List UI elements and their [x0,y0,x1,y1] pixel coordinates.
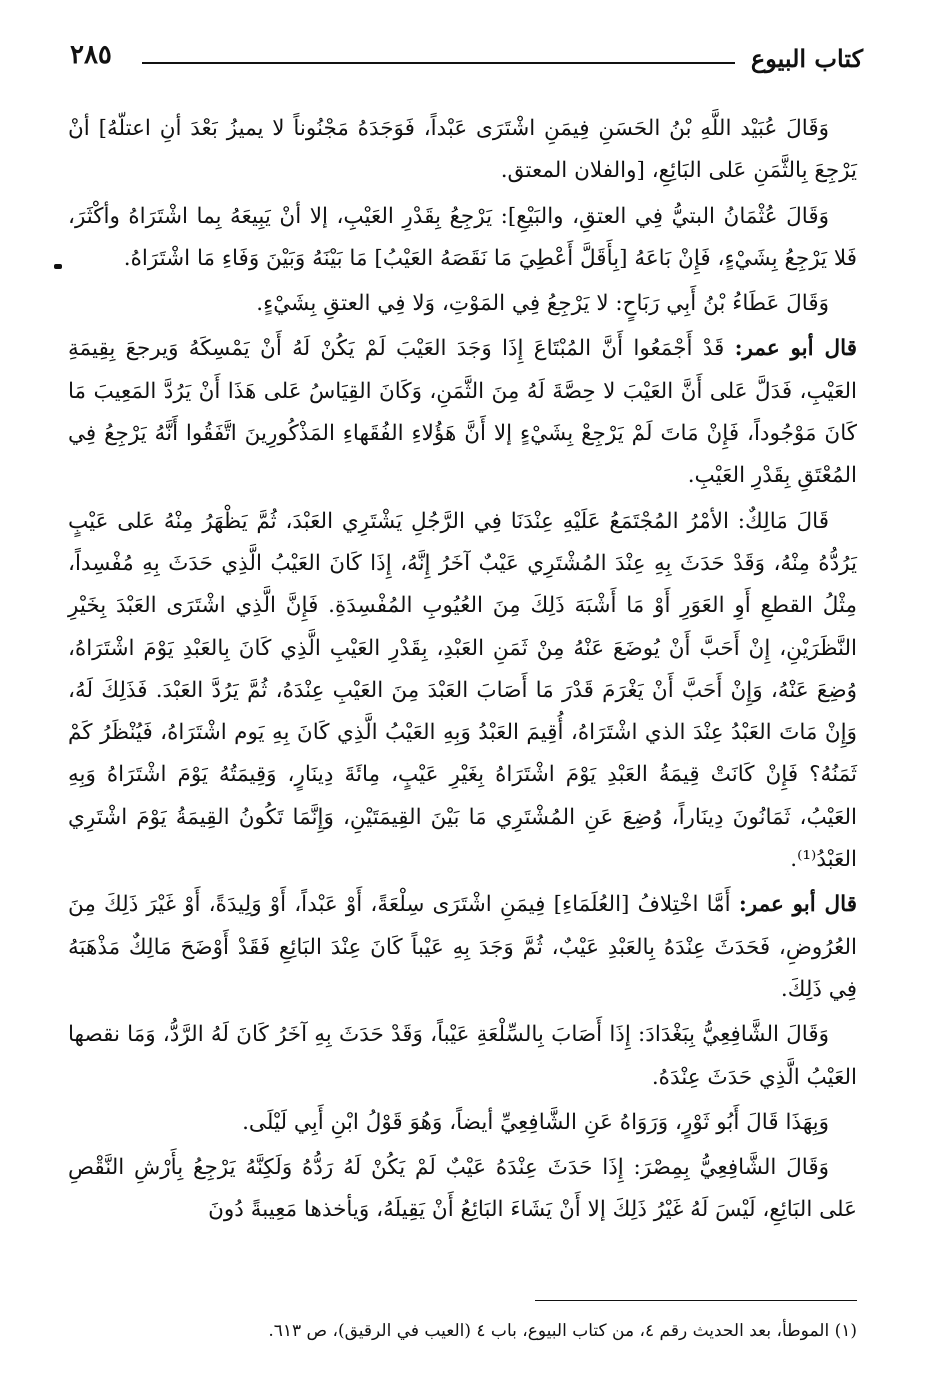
paragraph-text: قَالَ مَالِكٌ: الأمْرُ المُجْتَمَعُ عَلَيْهِ عِنْدَنَا فِي الرَّجُلِ يَشْتَرِي العَبْدَ، ثُمَّ يَظْهَرُ مِنْهُ عَلى عَيْبٍ يَرُدُّهُ مِنْهُ، وَقَدْ حَدَثَ بِهِ عِنْدَ المُشْتَرِي عَيْبٌ آخَرُ إِنَّهُ، إِذَا كَانَ العَيْبُ الَّذِي حَدَثَ بِهِ مُفْسِداً، مِثْلُ القطعِ أَوِ العَوَرِ أَوْ مَا أَشْبَهَ ذَلِكَ مِنَ العُيُوبِ المُفْسِدَةِ. فَإِنَّ الَّذِي اشْتَرَى العَبْدَ بِخَيْرِ النَّظَرَيْنِ، إِنْ أَحَبَّ أَنْ يُوضَعَ عَنْهُ مِنْ ثَمَنِ العَبْدِ، بِقَدْرِ العَيْبِ الَّذِي كَانَ بِالعَبْدِ يَوْمَ اشْتَرَاهُ، وُضِعَ عَنْهُ، وَإِنْ أَحَبَّ أَنْ يَغْرَمَ قَدْرَ مَا أَصَابَ العَبْدَ مِنَ العَيْبِ عِنْدَهُ، ثُمَّ يَرُدَّ العَبْدَ. فَذَلِكَ لَهُ، وَإِنْ مَاتَ العَبْدُ عِنْدَ الذي اشْتَرَاهُ، أُقِيمَ العَبْدُ وَبِهِ العَيْبُ الَّذِي كَانَ بِهِ يَوم اشْتَرَاهُ، فَيُنْظَرُ كَمْ ثَمَنُهُ؟ فَإِنْ كَانَتْ قِيمَةُ العَبْدِ يَوْمَ اشْتَرَاهُ بِغَيْرِ عَيْبٍ، مِائَةَ دِينَارٍ، وَقِيمَتُهُ يَوْمَ اشْتَرَاهُ وَبِهِ العَيْبُ، ثَمَانُونَ دِينَاراً، وُضِعَ عَنِ المُشْتَرِي مَا بَيْنَ القِيمَتَيْنِ، وَإِنَّمَا تَكُونُ القِيمَةُ يَوْمَ اشْتَرِي العَبْدُ⁽¹⁾. [68,508,857,873]
paragraph-8 [68,1102,857,1144]
paragraph-text: أَمَّا اخْتِلافُ [العُلَمَاءِ] فِيمَنِ اشْتَرَى سِلْعَةً، أَوْ عَبْداً، أَوْ وَلِيدَةً، أَوْ غَيْرَ ذَلِكَ مِنَ العُرُوضِ، فَحَدَثَ عِنْدَهُ بِالعَبْدِ عَيْبٌ، ثُمَّ وَجَدَ بِهِ عَيْباً كَانَ عِنْدَ البَائِعِ فَقَدْ أَوْضَحَ مَالِكٌ مَذْهَبَهُ فِي ذَلِكَ. [68,892,857,1002]
chapter-title: كتاب البيوع [750,44,863,73]
footnote: (١) الموطأ، بعد الحديث رقم ٤، من كتاب البيوع، باب ٤ (العيب في الرقيق)، ص ٦١٣. [268,1321,857,1341]
paragraph-text: قَدْ أَجْمَعُوا أَنَّ المُبْتَاعَ إِذَا وَجَدَ العَيْبَ لَمْ يَكُنْ لَهُ أَنْ يَمْسِكَهُ وَيرجعَ بِقِيمَةِ العَيْبِ، فَدَلَّ عَلى أَنَّ العَيْبَ لا حِصَّةَ لَهُ مِنَ الثَّمَنِ، وَكَانَ القِيَاسُ عَلى هَذَا أَنْ يَرُدَّ المَعِيبَ مَا كَانَ مَوْجُوداً، فَإِنْ مَاتَ لَمْ يَرْجِعْ بِشَيْءٍ إلا أَنَّ هَؤُلاءِ الفُقَهاءِ المَذْكُورِينَ اتَّفَقُوا أَنَّهُ يَرْجِعُ فِي المُعْتَقِ بِقَدْرِ العَيْبِ. [68,336,857,489]
paragraph-4 [68,328,857,497]
footnote-rule [535,1300,857,1301]
paragraph-text: وَقَالَ عَطَاءُ بْنُ أَبِي رَبَاحٍ: لا يَرْجِعُ فِي المَوْتِ، وَلا فِي العتقِ بِشَيْءٍ. [256,291,829,317]
paragraph-text: وَقَالَ عُثْمَانُ البتيُّ فِي العتقِ، والبَيْعِ]: يَرْجِعُ بِقَدْرِ العَيْبِ، إلا أنْ يَبِيعَهُ بِما اشْتَرَاهُ وأكْثَرَ، فَلا يَرْجِعُ بِشَيْءٍ، فَإِنْ بَاعَهُ [بِأَقَلَّ أَعْطِيَ مَا نَقَصَهُ العَيْبُ] مَا بَيْنَهُ وَبَيْنَ وَفَاءِ مَا اشْتَرَاهُ. [68,203,857,271]
margin-marker [54,264,62,269]
paragraph-2 [68,196,857,281]
paragraph-text: وَبِهَذَا قَالَ أَبُو ثَوْرٍ، وَرَوَاهُ عَنِ الشَّافِعِيِّ أيضاً، وَهُوَ قَوْلُ ابْنِ أَبِي لَيْلَى. [242,1109,829,1135]
paragraph-6 [68,884,857,1011]
main-text [68,108,857,1235]
paragraph-9 [68,1147,857,1232]
paragraph-5 [68,501,857,882]
header-rule [142,62,735,64]
paragraph-7 [68,1014,857,1099]
paragraph-text: وَقَالَ عُبَيْد اللَّهِ بْنُ الحَسَنِ فِيمَنِ اشْتَرَى عَبْداً، فَوَجَدَهُ مَجْنُوناً لا يميزُ بَعْدَ أنِ اعتلّهُ] أنْ يَرْجِعَ بِالثَّمَنِ عَلى البَائِعِ، [والفلان المعتق. [68,116,857,184]
paragraph-text: وَقَالَ الشَّافِعِيُّ بِمِصْرَ: إِذَا حَدَثَ عِنْدَهُ عَيْبٌ لَمْ يَكُنْ لَهُ رَدُّهُ وَلَكِنَّهُ يَرْجِعُ بِأَرْشِ النَّقْصِ عَلى البَائِعِ، لَيْسَ لَهُ غَيْرُ ذَلِكَ إلا أَنْ يَشَاءَ البَائِعُ أَنْ يَقِيلَهُ، وَيأخذها مَعِيبةً دُونَ [68,1155,857,1223]
paragraph-3 [68,283,857,325]
paragraph-lead: قال أبو عمر: [738,892,858,918]
paragraph-1 [68,108,857,193]
page-number: ٢٨٥ [70,40,112,70]
paragraph-text: وَقَالَ الشَّافِعِيُّ بِبَغْدَادَ: إِذَا أَصَابَ بِالسِّلْعَةِ عَيْباً، وَقَدْ حَدَثَ بِهِ آخَرُ كَانَ لَهُ الرَّدُّ، وَمَا نقصها العَيْبُ الَّذِي حَدَثَ عِنْدَهُ. [68,1022,857,1090]
paragraph-lead: قال أبو عمر: [734,336,857,362]
running-header [70,40,863,80]
